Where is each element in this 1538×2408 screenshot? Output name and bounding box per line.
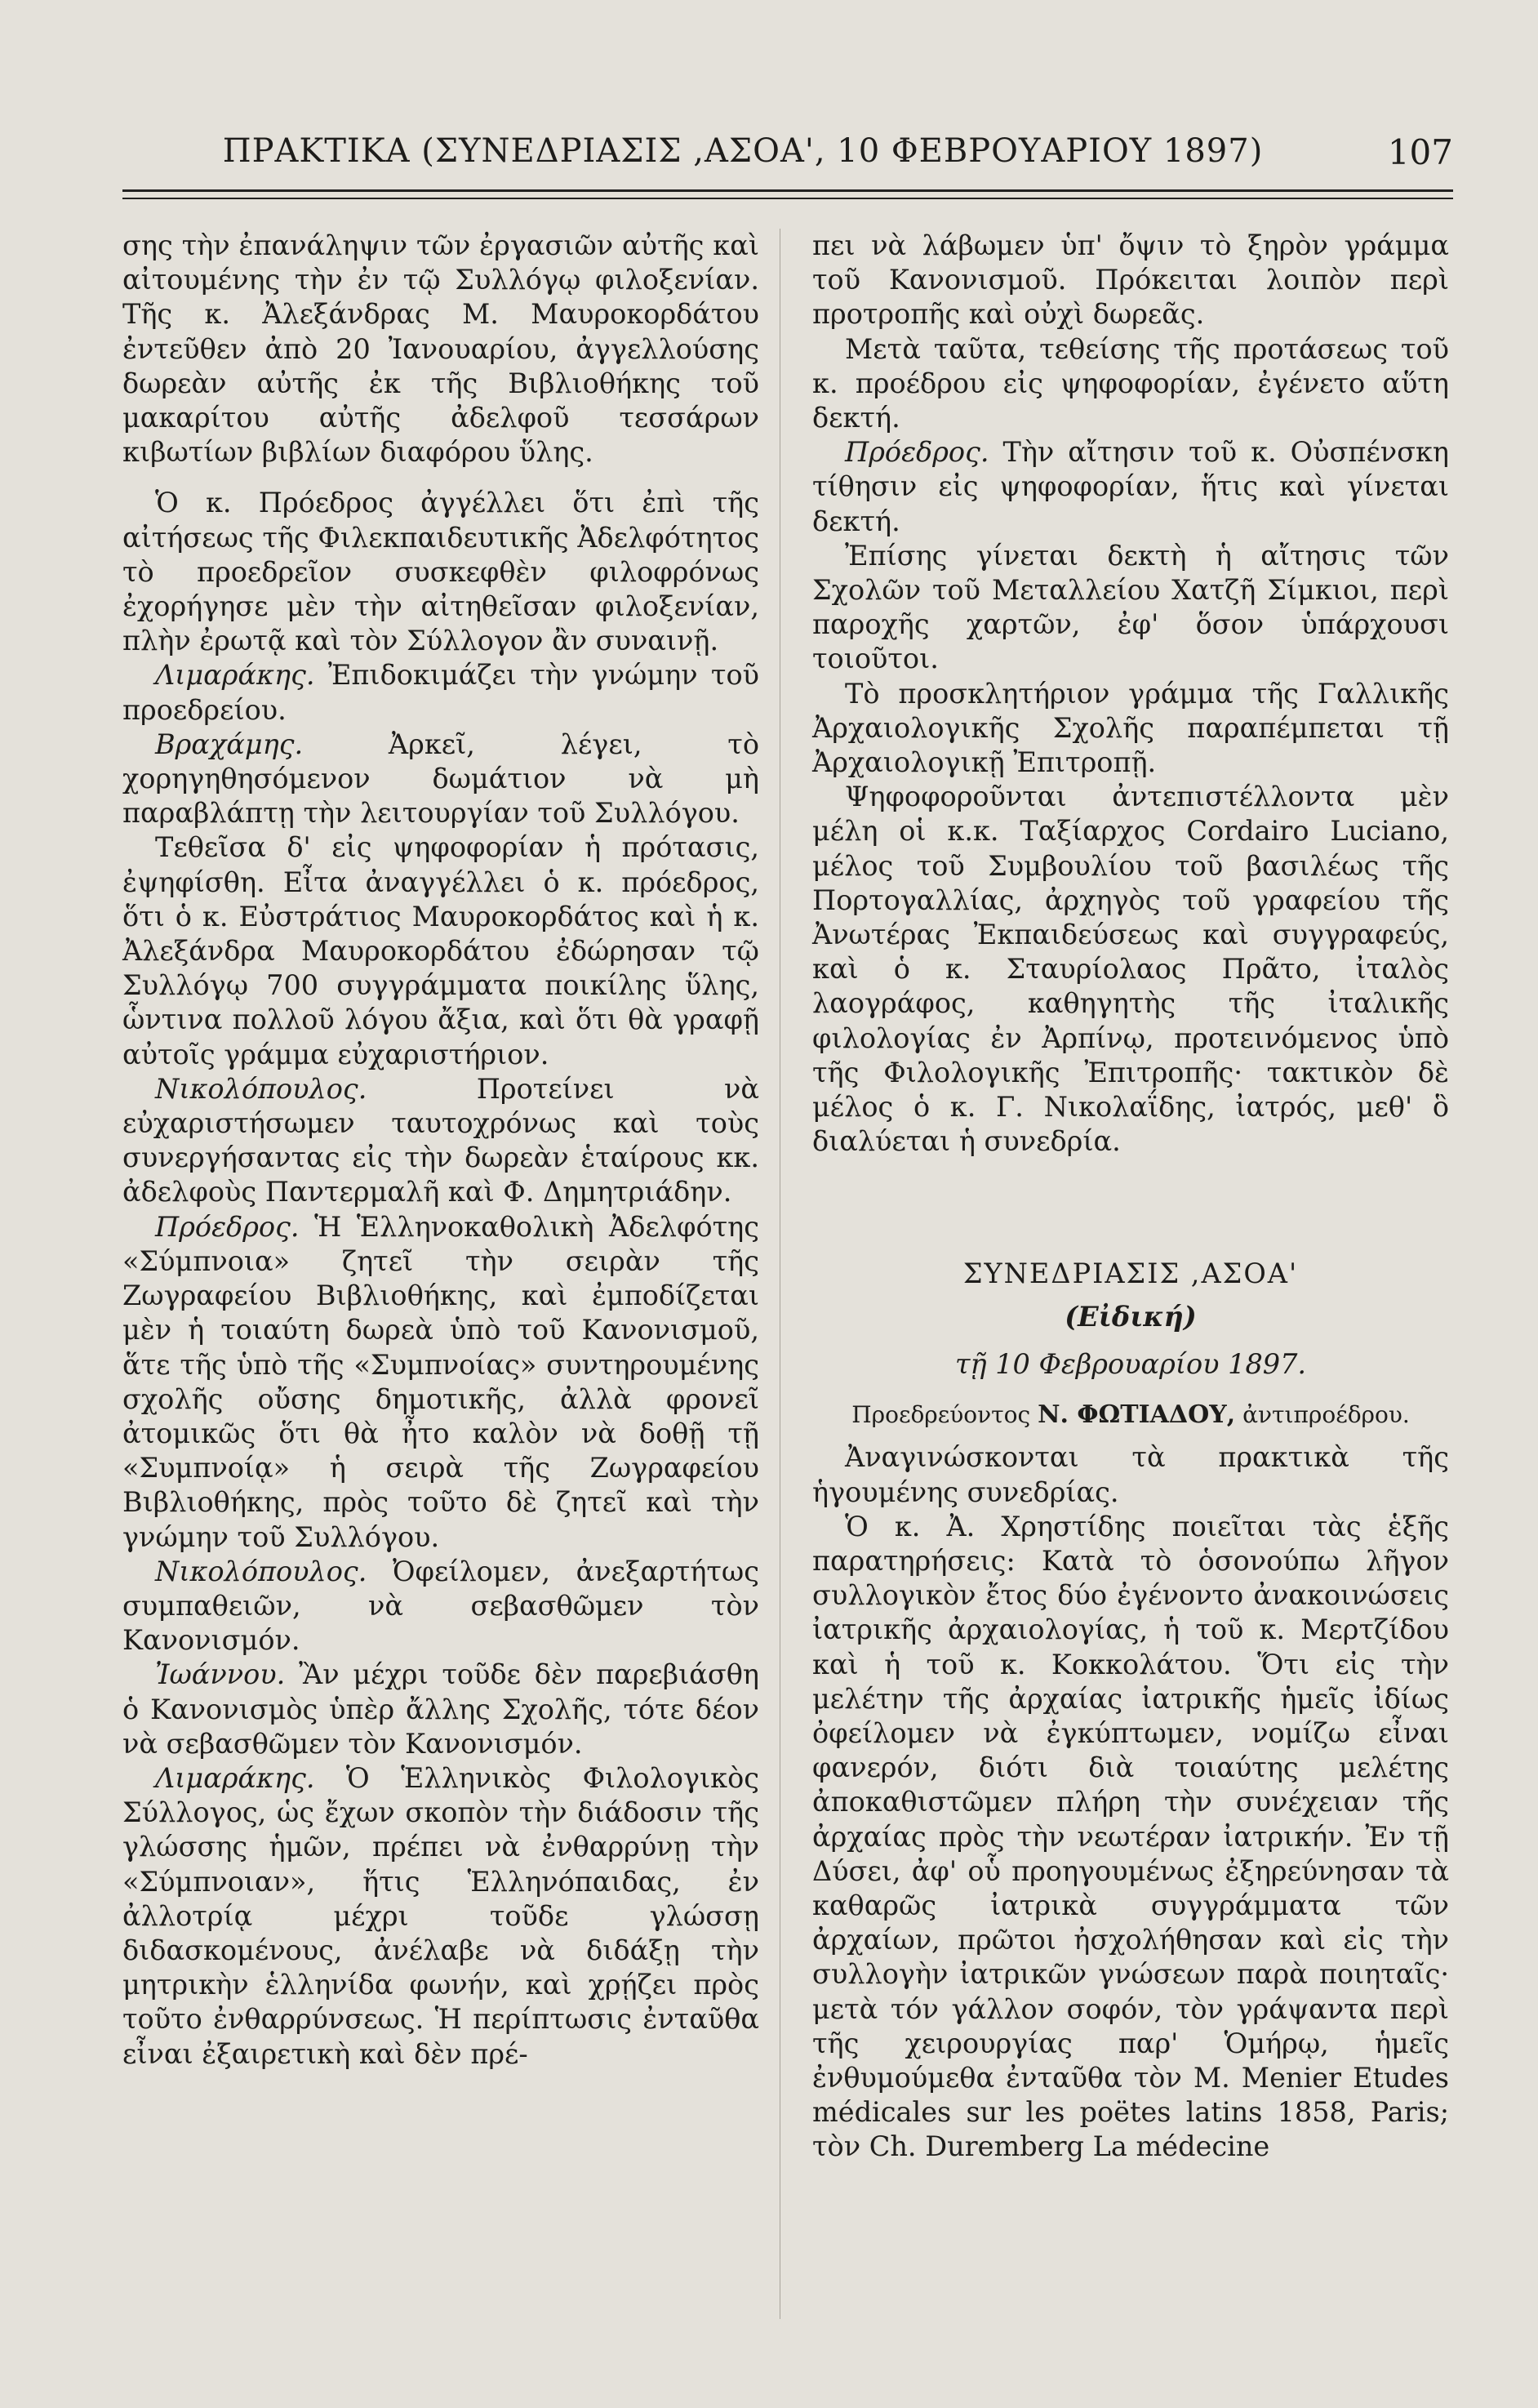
speech-text: Ἀρκεῖ, λέγει, τὸ χορηγηθησόμενον δωμάτιον νὰ μὴ παραβλάπτῃ τὴν λειτουργίαν τοῦ Συλλόγου. — [122, 728, 759, 830]
chair-name: Ν. ΦΩΤΙΑΔΟΥ, — [1038, 1400, 1236, 1430]
speech-text: Ἡ Ἑλληνοκαθολικὴ Ἀδελφότης «Σύμπνοια» ζητεῖ τὴν σειρὰν τῆς Ζωγραφείου Βιβλιοθήκης, καὶ ἐμποδίζεται μὲν ἡ τοιαύτη δωρεὰ ὑπὸ τοῦ Κανονισμοῦ, ἅτε τῆς ὑπὸ τῆς «Συμπνοίας» συντηρουμένης σχολῆς οὔσης δημοτικῆς, ἀλλὰ φρονεῖ ἀτομικῶς ὅτι θὰ ἦτο καλὸν νὰ δοθῇ τῇ «Συμπνοίᾳ» ἡ σειρὰ τῆς Ζωγραφείου Βιβλιοθήκης, πρὸς τοῦτο δὲ ζητεῖ καὶ τὴν γνώμην τοῦ Συλλόγου. — [122, 1210, 759, 1553]
paragraph: Ψηφοφοροῦνται ἀντεπιστέλλοντα μὲν μέλη οἱ κ.κ. Ταξίαρχος Cordairo Luciano, μέλος τοῦ Συμβουλίου τοῦ βασιλέως τῆς Πορτογαλλίας, ἀρχηγὸς τοῦ γραφείου τῆς Ἀνωτέρας Ἐκπαιδεύσεως καὶ συγγραφεύς, καὶ ὁ κ. Σταυρίολαος Πρᾶτο, ἰταλὸς λαογράφος, καθηγητὴς τῆς ἰταλικῆς φιλολογίας ἐν Ἀρπίνῳ, προτεινόμενος ὑπὸ τῆς Φιλολογικῆς Ἐπιτροπῆς· τακτικὸν δὲ μέλος ὁ κ. Γ. Νικολαΐδης, ἰατρός, μεθ' ὃ διαλύεται ἡ συνεδρία. — [812, 781, 1449, 1158]
paragraph — [122, 728, 759, 831]
speech-text: Τὴν αἴτησιν τοῦ κ. Οὐσπένσκη τίθησιν εἰς ψηφοφορίαν, ἥτις καὶ γίνεται δεκτή. — [812, 436, 1449, 537]
section-title: ΣΥΝΕΔΡΙΑΣΙΣ ,ΑΣΟΑ' — [962, 1257, 1299, 1290]
chair-suffix: ἀντιπροέδρου. — [1235, 1401, 1410, 1429]
paragraph — [122, 1658, 759, 1761]
speaker-name: Πρόεδρος. — [155, 1210, 300, 1243]
paragraph: Ἐπίσης γίνεται δεκτὴ ἡ αἴτησις τῶν Σχολῶν τοῦ Μεταλλείου Χατζῆ Σίμκιοι, περὶ παροχῆς χαρτῶν, ἐφ' ὅσον ὑπάρχουσι τοιοῦτοι. — [812, 539, 1449, 675]
paragraph: πει νὰ λάβωμεν ὑπ' ὄψιν τὸ ξηρὸν γράμμα τοῦ Κανονισμοῦ. Πρόκειται λοιπὸν περὶ προτροπῆς καὶ οὐχὶ δωρεᾶς. — [812, 229, 1449, 331]
paragraph: Τεθεῖσα δ' εἰς ψηφοφορίαν ἡ πρότασις, ἐψηφίσθη. Εἶτα ἀναγγέλλει ὁ κ. πρόεδρος, ὅτι ὁ κ. Εὐστράτιος Μαυροκορδάτος καὶ ἡ κ. Ἀλεξάνδρα Μαυροκορδάτου ἐδώρησαν τῷ Συλλόγῳ 700 συγγράμματα ποικίλης ὕλης, ὧντινα πολλοῦ λόγου ἄξια, καὶ ὅτι θὰ γραφῇ αὐτοῖς γράμμα εὐχαριστήριον. — [122, 831, 759, 1070]
paragraph: Τὸ προσκλητήριον γράμμα τῆς Γαλλικῆς Ἀρχαιολογικῆς Σχολῆς παραπέμπεται τῇ Ἀρχαιολογικῇ Ἐπιτροπῇ. — [812, 677, 1449, 779]
header-rule-thin — [122, 198, 1453, 199]
running-header — [122, 132, 1453, 181]
chair-prefix: Προεδρεύοντος — [851, 1401, 1038, 1429]
paragraph: Μετὰ ταῦτα, τεθείσης τῆς προτάσεως τοῦ κ. προέδρου εἰς ψηφοφορίαν, ἐγένετο αὕτη δεκτή. — [812, 332, 1449, 434]
speaker-name: Λιμαράκης. — [155, 659, 315, 692]
section-chair — [812, 1398, 1449, 1432]
page-number: 107 — [1387, 132, 1453, 172]
speaker-name: Νικολόπουλος. — [155, 1555, 367, 1587]
speech-text: Ἐπιδοκιμάζει τὴν γνώμην τοῦ προεδρείου. — [122, 659, 759, 726]
paragraph — [122, 658, 759, 727]
paragraph — [122, 1210, 759, 1555]
speech-text: Ἂν μέχρι τοῦδε δὲν παρεβιάσθη ὁ Κανονισμὸς ὑπὲρ ἄλλης Σχολῆς, τότε δέον νὰ σεβασθῶμεν τὸν Κανονισμόν. — [122, 1658, 759, 1760]
paragraph: Ὁ κ. Πρόεδρος ἀγγέλλει ὅτι ἐπὶ τῆς αἰτήσεως τῆς Φιλεκπαιδευτικῆς Ἀδελφότητος τὸ προεδρεῖον συσκεφθὲν φιλοφρόνως ἐχορήγησε μὲν τὴν αἰτηθεῖσαν φιλοξενίαν, πλὴν ἐρωτᾷ καὶ τὸν Σύλλογον ἂν συναινῇ. — [122, 487, 759, 657]
paragraph — [122, 1555, 759, 1658]
section-subtitle: (Εἰδική) — [1065, 1300, 1197, 1333]
speaker-name: Ἰωάννου. — [155, 1658, 286, 1691]
paragraph: Ἀναγινώσκονται τὰ πρακτικὰ τῆς ἡγουμένης συνεδρίας. — [812, 1441, 1449, 1508]
header-rule-thick — [122, 189, 1453, 192]
speaker-name: Λιμαράκης. — [155, 1761, 315, 1794]
header-title: ΠΡΑΚΤΙΚΑ (ΣΥΝΕΔΡΙΑΣΙΣ ,ΑΣΟΑ', 10 ΦΕΒΡΟΥΑΡΙΟΥ 1897) — [222, 132, 1264, 170]
speaker-name: Πρόεδρος. — [845, 436, 989, 469]
section-date: τῇ 10 Φεβρουαρίου 1897. — [954, 1347, 1307, 1380]
speaker-name: Νικολόπουλος. — [155, 1072, 367, 1105]
paragraph — [122, 1072, 759, 1210]
paragraph — [122, 1761, 759, 2072]
speech-text: Ὁ Ἑλληνικὸς Φιλολογικὸς Σύλλογος, ὡς ἔχων σκοπὸν τὴν διάδοσιν τῆς γλώσσης ἡμῶν, πρέπει νὰ ἐνθαρρύνῃ τὴν «Σύμπνοιαν», ἥτις Ἑλληνόπαιδας, ἐν ἀλλοτρίᾳ μέχρι τοῦδε γλώσσῃ διδασκομένους, ἀνέλαβε νὰ διδάξῃ τὴν μητρικὴν ἑλληνίδα φωνήν, καὶ χρῄζει πρὸς τοῦτο ἐνθαρρύνσεως. Ἡ περίπτωσις ἐνταῦθα εἶναι ἐξαιρετικὴ καὶ δὲν πρέ- — [122, 1761, 759, 2070]
paragraph — [812, 435, 1449, 539]
speech-text: Προτείνει νὰ εὐχαριστήσωμεν ταυτοχρόνως καὶ τοὺς συνεργήσαντας εἰς τὴν δωρεὰν ἑταίρους κκ. ἀδελφοὺς Παντερμαλῆ καὶ Φ. Δημητριάδην. — [122, 1072, 759, 1208]
paragraph: Ὁ κ. Ἀ. Χρηστίδης ποιεῖται τὰς ἑξῆς παρατηρήσεις: Κατὰ τὸ ὁσονούπω λῆγον συλλογικὸν ἔτος δύο ἐγένοντο ἀνακοινώσεις ἰατρικῆς ἀρχαιολογίας, ἡ τοῦ κ. Μερτζίδου καὶ ἡ τοῦ κ. Κοκκολάτου. Ὅτι εἰς τὴν μελέτην τῆς ἀρχαίας ἰατρικῆς ἡμεῖς ἰδίως ὀφείλομεν νὰ ἐγκύπτωμεν, νομίζω εἶναι φανερόν, διότι διὰ τοιαύτης μελέτης ἀποκαθιστῶμεν πλήρη τὴν συνέχειαν τῆς ἀρχαίας πρὸς τὴν νεωτέραν ἰατρικήν. Ἐν τῇ Δύσει, ἀφ' οὗ προηγουμένως ἐξηρεύνησαν τὰ καθαρῶς ἰατρικὰ συγγράμματα τῶν ἀρχαίων, πρῶτοι ἠσχολήθησαν καὶ εἰς τὴν συλλογὴν ἰατρικῶν γνώσεων παρὰ ποιηταῖς· μετὰ τόν γάλλον σοφόν, τὸν γράψαντα περὶ τῆς χειρουργίας παρ' Ὁμήρῳ, ἡμεῖς ἐνθυμούμεθα ἐνταῦθα τὸν M. Menier Etudes médicales sur les poëtes latins 1858, Paris; τὸν Ch. Duremberg La médecine — [812, 1510, 1449, 2163]
right-column — [812, 229, 1449, 2165]
speech-text: Ὀφείλομεν, ἀνεξαρτήτως συμπαθειῶν, νὰ σεβασθῶμεν τὸν Κανονισμόν. — [122, 1555, 759, 1657]
paragraph: σης τὴν ἐπανάληψιν τῶν ἐργασιῶν αὐτῆς καὶ αἰτουμένης τὴν ἐν τῷ Συλλόγῳ φιλοξενίαν. Τῆς κ. Ἀλεξάνδρας Μ. Μαυροκορδάτου ἐντεῦθεν ἀπὸ 20 Ἰανουαρίου, ἀγγελλούσης δωρεὰν αὐτῆς ἐκ τῆς Βιβλιοθήκης τοῦ μακαρίτου αὐτῆς ἀδελφοῦ τεσσάρων κιβωτίων βιβλίων διαφόρου ὕλης. — [122, 229, 759, 469]
speaker-name: Βραχάμης. — [155, 728, 304, 760]
left-column — [122, 229, 759, 2072]
